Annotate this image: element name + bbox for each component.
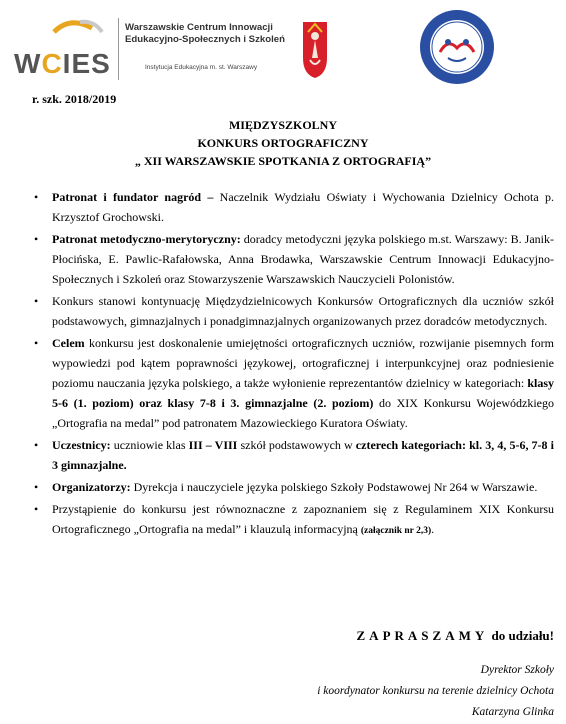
warsaw-crest-icon xyxy=(300,18,330,80)
wcies-wordmark: WCIES xyxy=(14,48,111,79)
list-item-organizers: • Organizatorzy: Dyrekcja i nauczyciele języka polskiego Szkoły Podstawowej Nr 264 w Warszawie. xyxy=(32,477,554,497)
bullet-icon: • xyxy=(34,294,39,308)
signature-line2: i koordynator konkursu na terenie dzielnicy Ochota xyxy=(317,685,554,697)
school-seal-icon xyxy=(418,8,496,86)
list-item-participants: • Uczestnicy: uczniowie klas III – VIII szkół podstawowych w czterech kategoriach: kl. 3, 4, 5-6, 7-8 i 3 gimnazjalne. xyxy=(32,435,554,475)
wcies-logo xyxy=(10,18,115,78)
center-name-line1: Warszawskie Centrum Innowacji xyxy=(125,22,273,33)
bullet-icon: • xyxy=(34,480,39,494)
header-divider xyxy=(118,18,119,80)
info-list xyxy=(32,187,554,543)
list-item-patronage: • Patronat i fundator nagród – Naczelnik Wydziału Oświaty i Wychowania Dzielnicy Ochota p. Krzysztof Grochowski. xyxy=(32,187,554,227)
signature-line3: Katarzyna Glinka xyxy=(471,706,554,718)
list-item-rules: • Przystąpienie do konkursu jest równoznaczne z zapoznaniem się z Regulaminem XIX Konkursu Ortograficznego „Ortografia na medal” i klauzulą informacyjną (załącznik nr 2,3). xyxy=(32,499,554,541)
signature-line1: Dyrektor Szkoły xyxy=(480,664,554,676)
bullet-icon: • xyxy=(34,502,39,516)
center-subtitle: Instytucja Edukacyjna m. st. Warszawy xyxy=(145,64,258,71)
bullet-icon: • xyxy=(34,438,39,452)
title-line2: KONKURS ORTOGRAFICZNY xyxy=(197,136,369,150)
center-name-line2: Edukacyjno-Społecznych i Szkoleń xyxy=(125,34,285,45)
list-item-continuation: • Konkurs stanowi kontynuację Międzydzielnicowych Konkursów Ortograficznych dla uczniów szkół podstawowych, gimnazjalnych i ponadgimnazjalnych organizowanych przez doradców metodycznych. xyxy=(32,291,554,331)
letterhead xyxy=(0,0,566,95)
center-name xyxy=(125,22,290,46)
invitation: ZAPRASZAMY do udziału! xyxy=(356,628,554,643)
school-year: r. szk. 2018/2019 xyxy=(32,92,117,106)
title-line1: MIĘDZYSZKOLNY xyxy=(228,118,338,132)
bullet-icon: • xyxy=(34,232,39,246)
list-item-goal: • Celem konkursu jest doskonalenie umiejętności ortograficznych uczniów, rozwijanie pisemnych form wypowiedzi pod kątem poprawności językowej, ortograficznej i interpunkcyjnej oraz podniesienie poziomu nauczania języka polskiego, a także wyłonienie reprezentantów dzielnicy w kategoriach: klasy 5-6 (1. poziom) oraz klasy 7-8 i 3. gimnazjalne (2. poziom) do XIX Konkursu Wojewódzkiego „Ortografia na medal” pod patronatem Mazowieckiego Kuratora Oświaty. xyxy=(32,333,554,433)
list-item-methodical-patronage: • Patronat metodyczno-merytoryczny: doradcy metodyczni języka polskiego m.st. Warszawy: B. Janik-Płocińska, E. Pawlic-Rafałowska, Anna Brodawka, Warszawskie Centrum Innowacji Edukacyjno-Społecznych i Szkoleń oraz Stowarzyszenie Warszawskich Nauczycieli Polonistów. xyxy=(32,229,554,289)
title-line3: „ XII WARSZAWSKIE SPOTKANIA Z ORTOGRAFIĄ” xyxy=(134,154,432,168)
bullet-icon: • xyxy=(34,190,39,204)
bullet-icon: • xyxy=(34,336,39,350)
